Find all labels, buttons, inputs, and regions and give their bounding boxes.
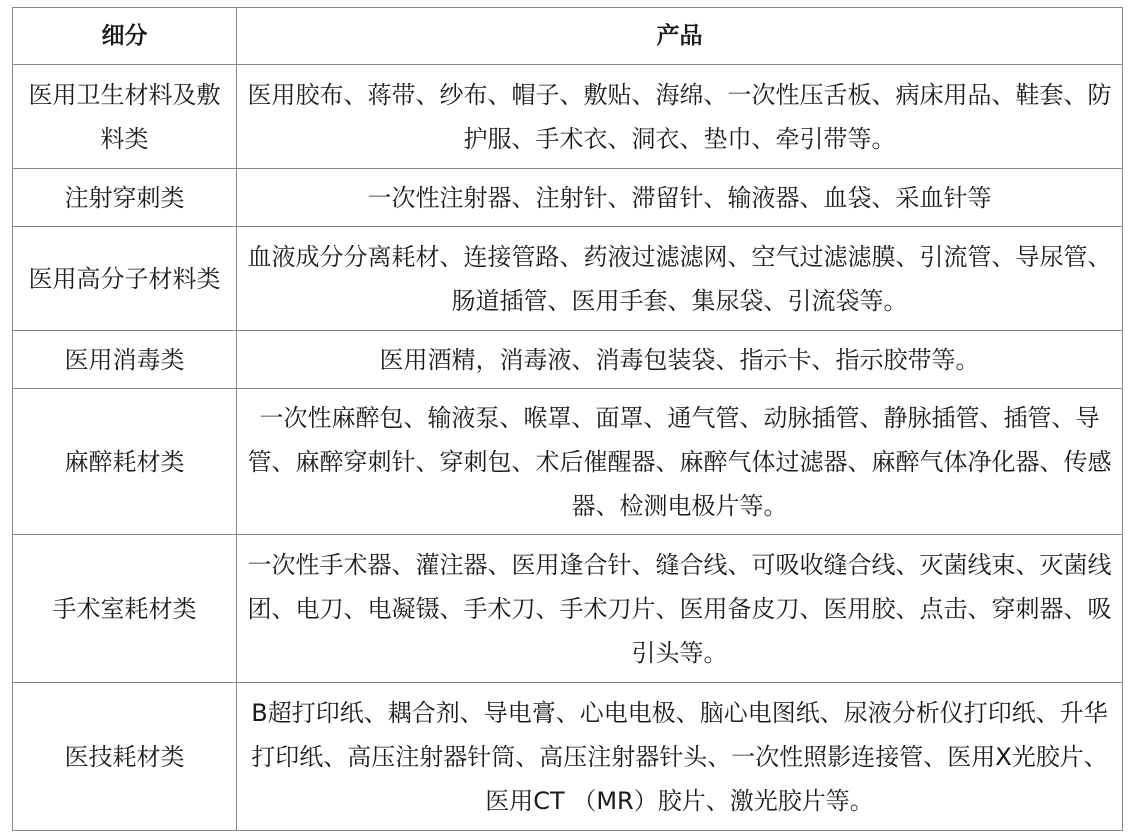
products-cell: 医用胶布、蒋带、纱布、帽子、敷贴、海绵、一次性压舌板、病床用品、鞋套、防护服、手术衣、洞衣、垫巾、牵引带等。: [237, 65, 1123, 169]
products-cell: 一次性麻醉包、输液泵、喉罩、面罩、通气管、动脉插管、静脉插管、插管、导管、麻醉穿刺针、穿刺包、术后催醒器、麻醉气体过滤器、麻醉气体净化器、传感器、检测电极片等。: [237, 389, 1123, 535]
table-row: [13, 331, 1123, 389]
products-cell: B超打印纸、耦合剂、导电膏、心电电极、脑心电图纸、尿液分析仪打印纸、升华打印纸、高压注射器针筒、高压注射器针头、一次性照影连接管、医用X光胶片、医用CT （MR）胶片、激光胶片等。: [237, 683, 1123, 831]
table-row: [13, 683, 1123, 831]
table-row: [13, 535, 1123, 683]
table-header-row: [13, 8, 1123, 65]
category-cell: 注射穿刺类: [13, 169, 237, 227]
category-cell: 手术室耗材类: [13, 535, 237, 683]
products-cell: 血液成分分离耗材、连接管路、药液过滤滤网、空气过滤滤膜、引流管、导尿管、肠道插管、医用手套、集尿袋、引流袋等。: [237, 227, 1123, 331]
products-cell: 一次性手术器、灌注器、医用逢合针、缝合线、可吸收缝合线、灭菌线束、灭菌线团、电刀、电凝镊、手术刀、手术刀片、医用备皮刀、医用胶、点击、穿刺器、吸引头等。: [237, 535, 1123, 683]
header-category: 细分: [13, 8, 237, 65]
products-cell: 一次性注射器、注射针、滞留针、输液器、血袋、采血针等: [237, 169, 1123, 227]
table-row: [13, 389, 1123, 535]
product-table: [12, 7, 1123, 831]
category-cell: 医用卫生材料及敷料类: [13, 65, 237, 169]
table-row: [13, 169, 1123, 227]
table-row: [13, 227, 1123, 331]
category-cell: 医用消毒类: [13, 331, 237, 389]
products-cell: 医用酒精，消毒液、消毒包装袋、指示卡、指示胶带等。: [237, 331, 1123, 389]
category-cell: 医技耗材类: [13, 683, 237, 831]
category-cell: 麻醉耗材类: [13, 389, 237, 535]
category-cell: 医用高分子材料类: [13, 227, 237, 331]
header-products: 产品: [237, 8, 1123, 65]
table-row: [13, 65, 1123, 169]
